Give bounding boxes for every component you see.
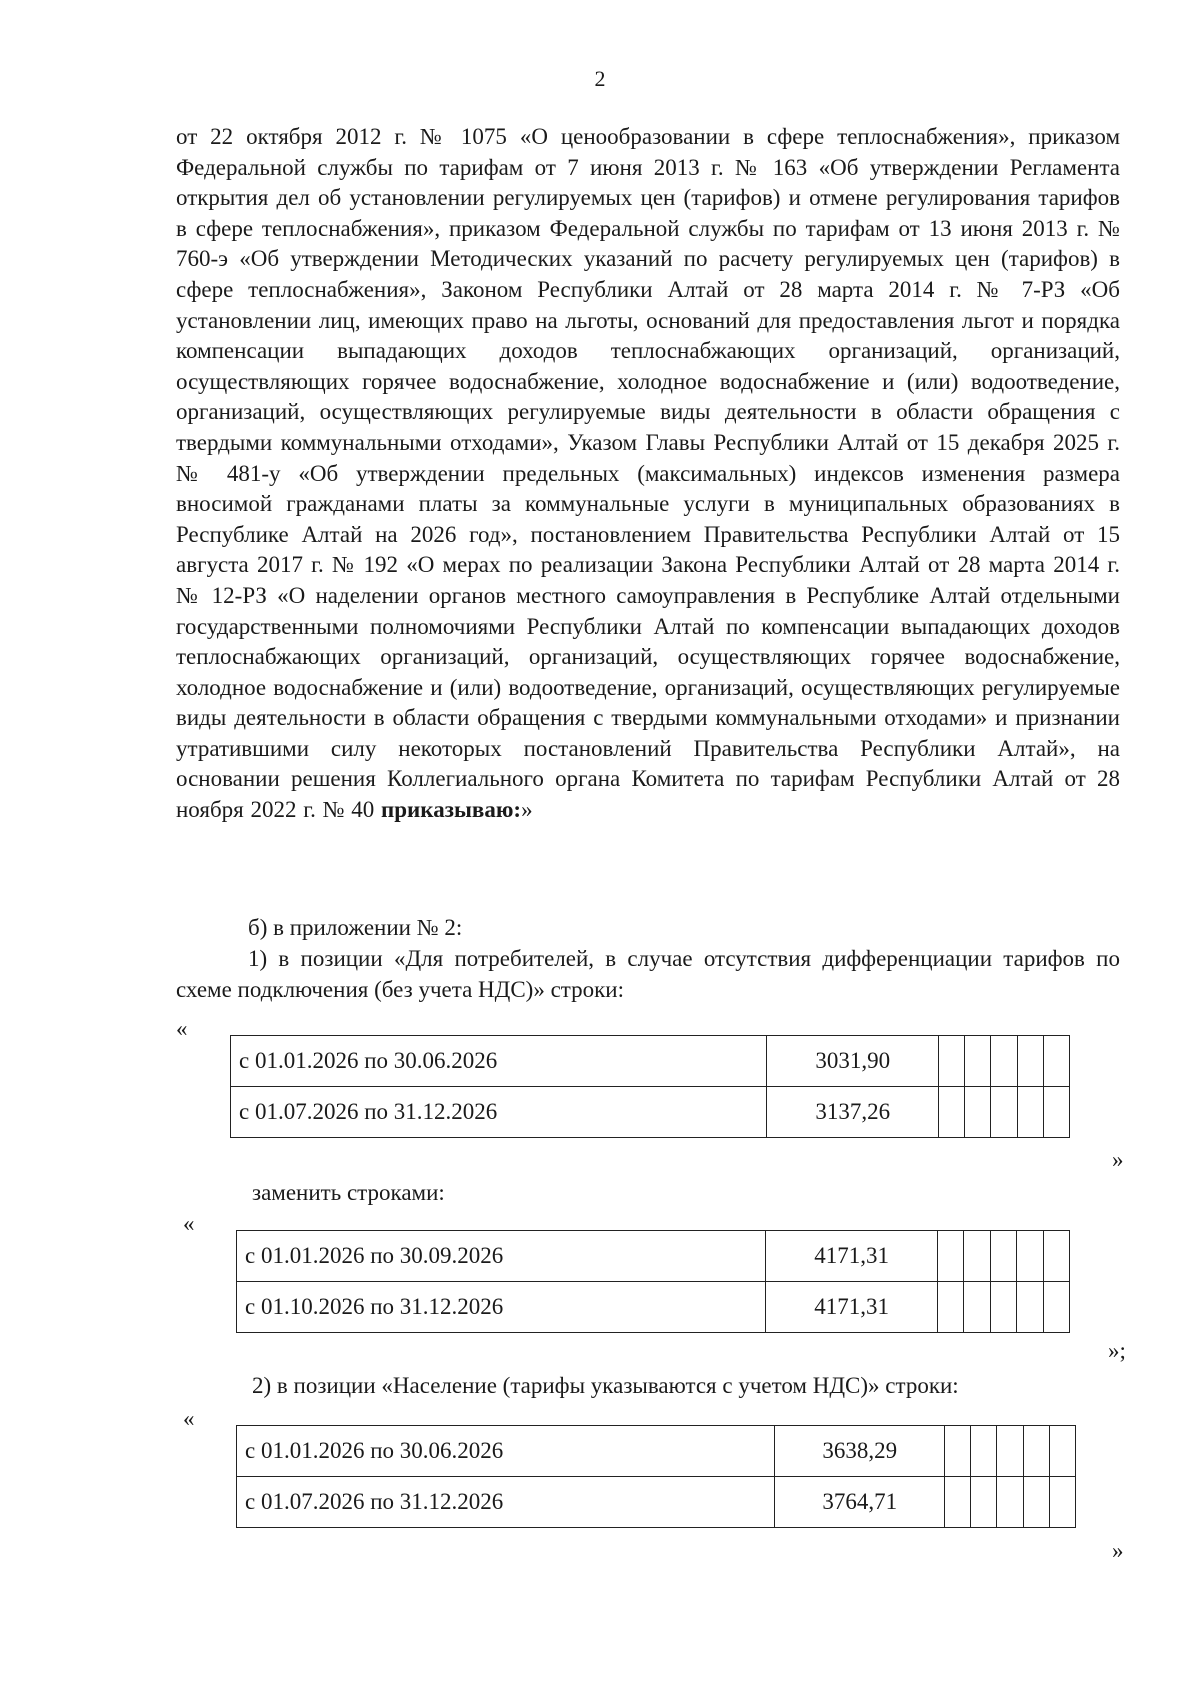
blank-cell: [1043, 1036, 1069, 1087]
value-cell: 3137,26: [767, 1087, 939, 1138]
blank-cell: [990, 1231, 1016, 1282]
value-cell: 3764,71: [775, 1477, 945, 1528]
table-row: [237, 1426, 1076, 1477]
blank-cell: [1043, 1231, 1069, 1282]
blank-cell: [990, 1282, 1016, 1333]
quote-open-1: «: [176, 1016, 188, 1041]
blank-cell: [937, 1282, 963, 1333]
blank-cell: [945, 1426, 971, 1477]
blank-cell: [1049, 1426, 1075, 1477]
blank-cell: [991, 1087, 1017, 1138]
blank-cell: [937, 1231, 963, 1282]
blank-cell: [991, 1036, 1017, 1087]
blank-cell: [964, 1231, 990, 1282]
table-row: [237, 1231, 1070, 1282]
table-current-1: [230, 1035, 1070, 1138]
blank-cell: [965, 1036, 991, 1087]
value-cell: 4171,31: [766, 1231, 938, 1282]
period-cell: с 01.01.2026 по 30.06.2026: [237, 1426, 775, 1477]
period-cell: с 01.01.2026 по 30.09.2026: [237, 1231, 766, 1282]
value-cell: 3638,29: [775, 1426, 945, 1477]
blank-cell: [1017, 1282, 1043, 1333]
main-paragraph-body: от 22 октября 2012 г. № 1075 «О ценообразовании в сфере теплоснабжения», приказом Федеральной службы по тарифам от 7 июня 2013 г. № 163 «Об утверждении Регламента открытия дел об установлении регулируемых цен (тарифов) и отмене регулирования тарифов в сфере теплоснабжения», приказом Федеральной службы по тарифам от 13 июня 2013 г. № 760-э «Об утверждении Методических указаний по расчету регулируемых цен (тарифов) в сфере теплоснабжения», Законом Республики Алтай от 28 марта 2014 г. № 7-РЗ «Об установлении лиц, имеющих право на льготы, оснований для предоставления льгот и порядка компенсации выпадающих доходов теплоснабжающих организаций, организаций, осуществляющих горячее водоснабжение, холодное водоснабжение и (или) водоотведение, организаций, осуществляющих регулируемые виды деятельности в области обращения с твердыми коммунальными отходами», Указом Главы Республики Алтай от 15 декабря 2025 г. № 481-у «Об утверждении предельных (максимальных) индексов изменения размера вносимой гражданами платы за коммунальные услуги в муниципальных образованиях в Республике Алтай на 2026 год», постановлением Правительства Республики Алтай от 15 августа 2017 г. № 192 «О мерах по реализации Закона Республики Алтай от 28 марта 2014 г. № 12-РЗ «О наделении органов местного самоуправления в Республике Алтай отдельными государственными полномочиями Республики Алтай по компенсации выпадающих доходов теплоснабжающих организаций, организаций, осуществляющих горячее водоснабжение, холодное водоснабжение и (или) водоотведение, организаций, осуществляющих регулируемые виды деятельности в области обращения с твердыми коммунальными отходами» и признании утратившими силу некоторых постановлений Правительства Республики Алтай», на основании решения Коллегиального органа Комитета по тарифам Республики Алтай от 28 ноября 2022 г. № 40: [176, 124, 1120, 823]
value-cell: 4171,31: [766, 1282, 938, 1333]
table-row: [237, 1477, 1076, 1528]
blank-cell: [997, 1426, 1023, 1477]
quote-close-3: »: [1112, 1538, 1124, 1563]
blank-cell: [1017, 1231, 1043, 1282]
closing-quote: »: [521, 797, 533, 823]
blank-cell: [1023, 1477, 1049, 1528]
table-population: [236, 1425, 1076, 1528]
blank-cell: [997, 1477, 1023, 1528]
blank-cell: [964, 1282, 990, 1333]
quote-open-3: «: [183, 1406, 195, 1431]
main-paragraph: [176, 122, 1120, 826]
table-row: [231, 1036, 1070, 1087]
blank-cell: [1023, 1426, 1049, 1477]
blank-cell: [939, 1087, 965, 1138]
blank-cell: [945, 1477, 971, 1528]
table-row: [231, 1087, 1070, 1138]
quote-close-semicolon: »;: [1108, 1338, 1126, 1363]
period-cell: с 01.07.2026 по 31.12.2026: [231, 1087, 767, 1138]
item-2: 2) в позиции «Население (тарифы указываются с учетом НДС)» строки:: [252, 1373, 959, 1398]
blank-cell: [1043, 1282, 1069, 1333]
item-b: б) в приложении № 2:: [248, 915, 463, 940]
blank-cell: [965, 1087, 991, 1138]
table-row: [237, 1282, 1070, 1333]
blank-cell: [1017, 1087, 1043, 1138]
replace-with-label: заменить строками:: [252, 1180, 445, 1205]
blank-cell: [971, 1477, 997, 1528]
table-replacement: [236, 1230, 1070, 1333]
quote-open-2: «: [183, 1211, 195, 1236]
blank-cell: [1043, 1087, 1069, 1138]
value-cell: 3031,90: [767, 1036, 939, 1087]
item-1: 1) в позиции «Для потребителей, в случае отсутствия дифференциации тарифов по схеме подключения (без учета НДС)» строки:: [176, 946, 1120, 1002]
quote-close-1: »: [1112, 1147, 1124, 1172]
period-cell: с 01.01.2026 по 30.06.2026: [231, 1036, 767, 1087]
page-number: 2: [594, 66, 606, 91]
period-cell: с 01.10.2026 по 31.12.2026: [237, 1282, 766, 1333]
period-cell: с 01.07.2026 по 31.12.2026: [237, 1477, 775, 1528]
blank-cell: [1049, 1477, 1075, 1528]
blank-cell: [939, 1036, 965, 1087]
blank-cell: [1017, 1036, 1043, 1087]
order-word: приказываю:: [381, 797, 522, 823]
blank-cell: [971, 1426, 997, 1477]
